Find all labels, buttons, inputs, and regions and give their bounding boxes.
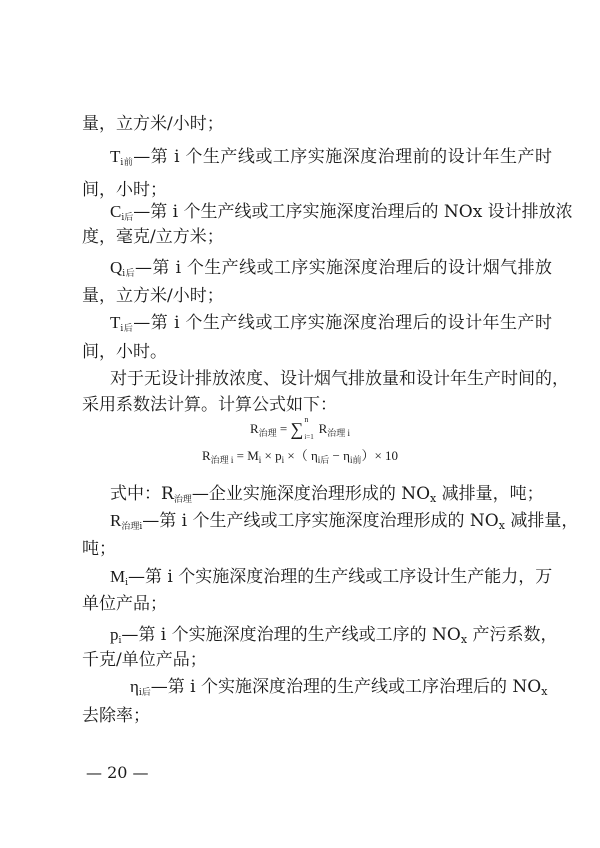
text-line [0,113,600,135]
text-line-content: 吨； [82,539,116,559]
formula-term: ×（ η [284,448,318,463]
formula-subscript: i [281,455,285,465]
summation-limits [303,415,315,441]
subscript: x [430,492,437,505]
formula-symbol: R [315,421,328,436]
formula-subscript: 治理 i [210,455,234,465]
definition-text: —第 i 个生产线或工序实施深度治理后的设计烟气排放 [134,258,552,278]
subscript: 治理i [121,522,143,532]
text-line [0,705,600,727]
text-line-content [110,510,579,538]
subscript: i [125,578,129,588]
text-line [0,226,600,248]
definition-text: 减排量， [504,511,579,531]
formula-subscript: i后 [317,455,330,465]
definition-text: —第 i 个生产线或工序实施深度治理形成的 NO [142,511,499,531]
text-line-content: 间，小时； [82,180,167,200]
subscript: 治理 [173,495,192,505]
subscript: x [541,685,548,698]
text-line-content: 量，立方米/小时； [82,114,224,134]
definition-text: —第 i 个生产线或工序实施深度治理后的设计年生产时 [133,313,552,333]
text-line [0,179,600,201]
subscript: i [118,636,122,646]
text-line-content: 间，小时。 [82,342,167,362]
definition-eta [0,676,600,704]
text-line-content: 去除率； [82,706,150,726]
text-line-content [110,257,552,285]
page-number: — 20 — [86,763,149,782]
paragraph-coefficient-method [0,368,600,390]
definition-text: —第 i 个实施深度治理的生产线或工序的 NO [121,625,461,645]
formula-product [0,447,600,469]
subscript: x [460,633,468,646]
subscript: x [498,519,505,532]
text-line-content: 对于无设计排放浓度、设计烟气排放量和设计年生产时间的， [110,369,569,389]
text-line-content [110,146,552,174]
formula-term: − η [329,448,350,463]
symbol: R [110,511,122,530]
definition-text: 减排量，吨； [436,484,544,504]
formula-operator: = [276,421,291,436]
formula-term: = M [233,448,259,463]
text-line [0,394,600,416]
definition-text: —企业实施深度治理形成的 NO [191,484,431,504]
text-line-content [110,566,552,594]
formula-subscript: i [258,455,262,465]
text-line [0,285,600,307]
definition-text: —第 i 个生产线或工序实施深度治理后的 NOx 设计排放浓 [133,202,573,222]
definition-text: 产污系数， [467,625,558,645]
definition-p [0,624,600,652]
definition-q-after [0,257,600,285]
text-line-content [110,201,573,229]
definition-r-line [0,510,600,538]
subscript: i后 [122,269,135,279]
text-line-content: 式中：R [110,484,174,504]
symbol: η [130,677,139,696]
symbol: C [110,202,122,221]
subscript: i前 [120,158,134,168]
definition-m [0,566,600,594]
formula-subscript: i前 [349,455,362,465]
symbol: T [110,147,121,166]
text-line-content: 单位产品； [82,594,167,614]
formula-subscript: 治理 i [327,428,351,438]
formula-sum [0,415,600,442]
subscript: i后 [120,324,134,334]
symbol: M [110,567,126,586]
text-line [0,538,600,560]
text-line [0,649,600,671]
text-line-content: 采用系数法计算。计算公式如下： [82,395,337,415]
formula-term: × p [261,448,282,463]
definition-c-after [0,201,600,229]
symbol: Q [110,258,123,277]
formula-term: ）× 10 [361,448,399,463]
summation-upper: n [304,415,309,424]
formula-symbol: R [249,421,259,436]
text-line-content: 千克/单位产品； [82,650,207,670]
formula-symbol: R [201,448,211,463]
definition-r-total [0,483,600,511]
text-line-content: 度，毫克/立方米； [82,227,224,247]
summation-symbol: ∑ [290,419,304,439]
symbol: p [110,625,119,644]
subscript: i后 [138,688,151,698]
definition-t-after [0,312,600,340]
subscript: i后 [121,213,134,223]
text-line-content [110,312,552,340]
text-line [0,593,600,615]
symbol: T [110,313,121,332]
definition-text: —第 i 个实施深度治理的生产线或工序设计生产能力，万 [128,567,553,587]
formula-subscript: 治理 [258,428,277,438]
text-line-content: 量，立方米/小时； [82,286,224,306]
definition-t-before [0,146,600,174]
definition-text: —第 i 个生产线或工序实施深度治理前的设计年生产时 [133,147,552,167]
text-line [0,341,600,363]
text-line-content [110,624,558,652]
definition-text: —第 i 个实施深度治理的生产线或工序治理后的 NO [150,677,542,697]
summation-lower: i=1 [304,433,314,441]
